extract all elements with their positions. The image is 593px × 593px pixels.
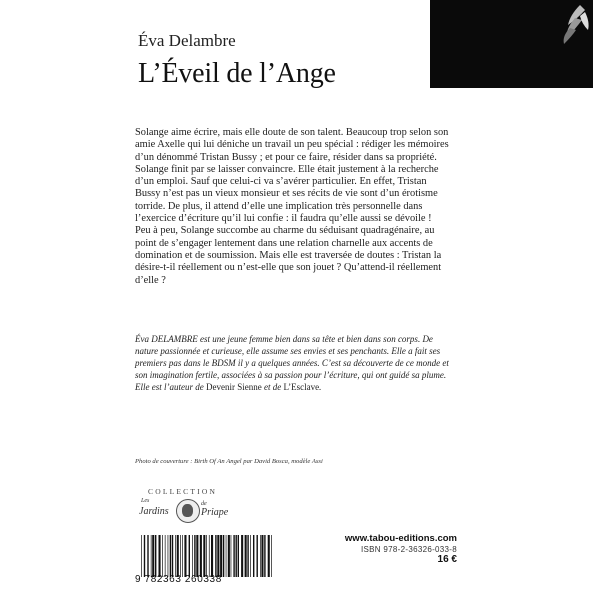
author-bio-text <box>135 333 453 393</box>
logo-word: Priape <box>201 507 229 518</box>
barcode-bar <box>257 535 258 577</box>
barcode-bar <box>260 535 261 577</box>
logo-word: de <box>201 501 207 507</box>
publisher-website: www.tabou-editions.com <box>344 533 457 544</box>
barcode-bar <box>170 535 171 577</box>
barcode-bar <box>180 535 181 577</box>
barcode-bar <box>245 535 247 577</box>
barcode-bar <box>209 535 210 577</box>
barcode-bar <box>211 535 213 577</box>
barcode-bar <box>168 535 169 577</box>
barcode-bar <box>177 535 179 577</box>
barcode-bar <box>238 535 239 577</box>
angel-wing-image <box>430 0 593 88</box>
blurb-paragraph: Peu à peu, Solange succombe au charme du séduisant quadragénaire, au point de s’engager lentement dans une relation charnelle aux accents de domination et de soumission. Mais elle est traversée de doutes : Tristan la désire-t-il réellement ou n’est-elle que son jouet ? Qu’attend-il réellement d’elle ? <box>135 225 442 286</box>
blurb-paragraph: Solange finit par se laisser convaincre. Elle était justement à la recherche d’un emploi. Sauf que celui-ci va s’avérer particulier. En effet, Tristan Bussy n’est pas un vieux monsieur et ses récits de vie sont d’un érotisme torride. De plus, il attend d’elle une implication très personnelle dans l’exercice d’écriture qu’il lui confie : il faudra qu’elle aussi se dévoile ! <box>135 163 439 225</box>
blurb <box>135 127 453 287</box>
barcode-bar <box>144 535 145 577</box>
barcode-bar <box>182 535 183 577</box>
barcode-bar <box>233 535 234 577</box>
author-bio-main: Éva DELAMBRE est une jeune femme bien dans sa tête et bien dans son corps. De nature passionnée et curieuse, elle assume ses envies et ses penchants. Elle a fait ses premiers pas dans le BDSM il y a quelques années. C’est sa découverte de ce monde et son imagination fertile, associées à sa passion pour l’écriture, qui ont guidé sa plume. Elle est l’auteur de <box>135 334 449 393</box>
barcode-bar <box>247 535 248 577</box>
barcode-bar <box>172 535 173 577</box>
barcode-bar <box>162 535 163 577</box>
barcode-bar <box>165 535 166 577</box>
barcode-bar <box>203 535 205 577</box>
author-work-1: Devenir Sienne <box>205 382 262 393</box>
barcode-bar <box>189 535 190 577</box>
price: 16 € <box>437 554 457 565</box>
collection-logo <box>139 498 231 526</box>
barcode-bar <box>184 535 186 577</box>
logo-word: Jardins <box>139 506 169 517</box>
barcode-bar <box>228 535 230 577</box>
barcode-bar <box>223 535 224 577</box>
barcode-bar <box>220 535 222 577</box>
barcode-digits: 9 782363 260338 <box>135 574 222 585</box>
barcode-bar <box>261 535 263 577</box>
barcode-bar <box>253 535 254 577</box>
barcode-bar <box>196 535 198 577</box>
blurb-paragraph: Solange aime écrire, mais elle doute de son talent. Beaucoup trop selon son amie Axelle qui lui déniche un travail un peu spécial : rédiger les mémoires d’un dénommé Tristan Bussy ; et pour ce faire, résider dans sa propriété. <box>135 127 449 163</box>
logo-word: Les <box>141 498 150 504</box>
barcode-bar <box>175 535 176 577</box>
barcode-bar <box>151 535 152 577</box>
barcode-bar <box>194 535 195 577</box>
photo-credit: Photo de couverture : Birth Of An Angel par David Bosca, modèle Assi <box>135 458 323 465</box>
cover-photo-corner <box>430 0 593 88</box>
author-bio <box>135 333 453 393</box>
barcode-bar <box>147 535 148 577</box>
author-bio-end: . <box>319 382 322 393</box>
barcode-bar <box>268 535 270 577</box>
barcode-bar <box>159 535 161 577</box>
barcode-bar <box>271 535 272 577</box>
barcode-bar <box>141 535 142 577</box>
barcode-bar <box>192 535 193 577</box>
barcode-bar <box>215 535 216 577</box>
book-title: L’Éveil de l’Ange <box>138 58 336 89</box>
barcode-bar <box>152 535 154 577</box>
barcode-bar <box>264 535 265 577</box>
barcode-bar <box>200 535 202 577</box>
barcode-bar <box>217 535 219 577</box>
barcode-bar <box>241 535 243 577</box>
isbn: ISBN 978-2-36326-033-8 <box>361 545 457 554</box>
author-name: Éva Delambre <box>138 31 236 50</box>
barcode-bar <box>206 535 207 577</box>
publisher-info <box>345 533 457 565</box>
collection-label: COLLECTION <box>148 487 218 496</box>
barcode-bar <box>236 535 237 577</box>
author-work-2: L’Esclave <box>283 382 320 393</box>
barcode-bar <box>250 535 251 577</box>
barcode-bar <box>231 535 232 577</box>
barcode-block <box>135 535 273 591</box>
barcode <box>141 535 273 577</box>
barcode-bar <box>226 535 227 577</box>
author-bio-joiner: et de <box>261 382 284 393</box>
medallion-icon <box>176 499 200 523</box>
barcode-bar <box>155 535 156 577</box>
